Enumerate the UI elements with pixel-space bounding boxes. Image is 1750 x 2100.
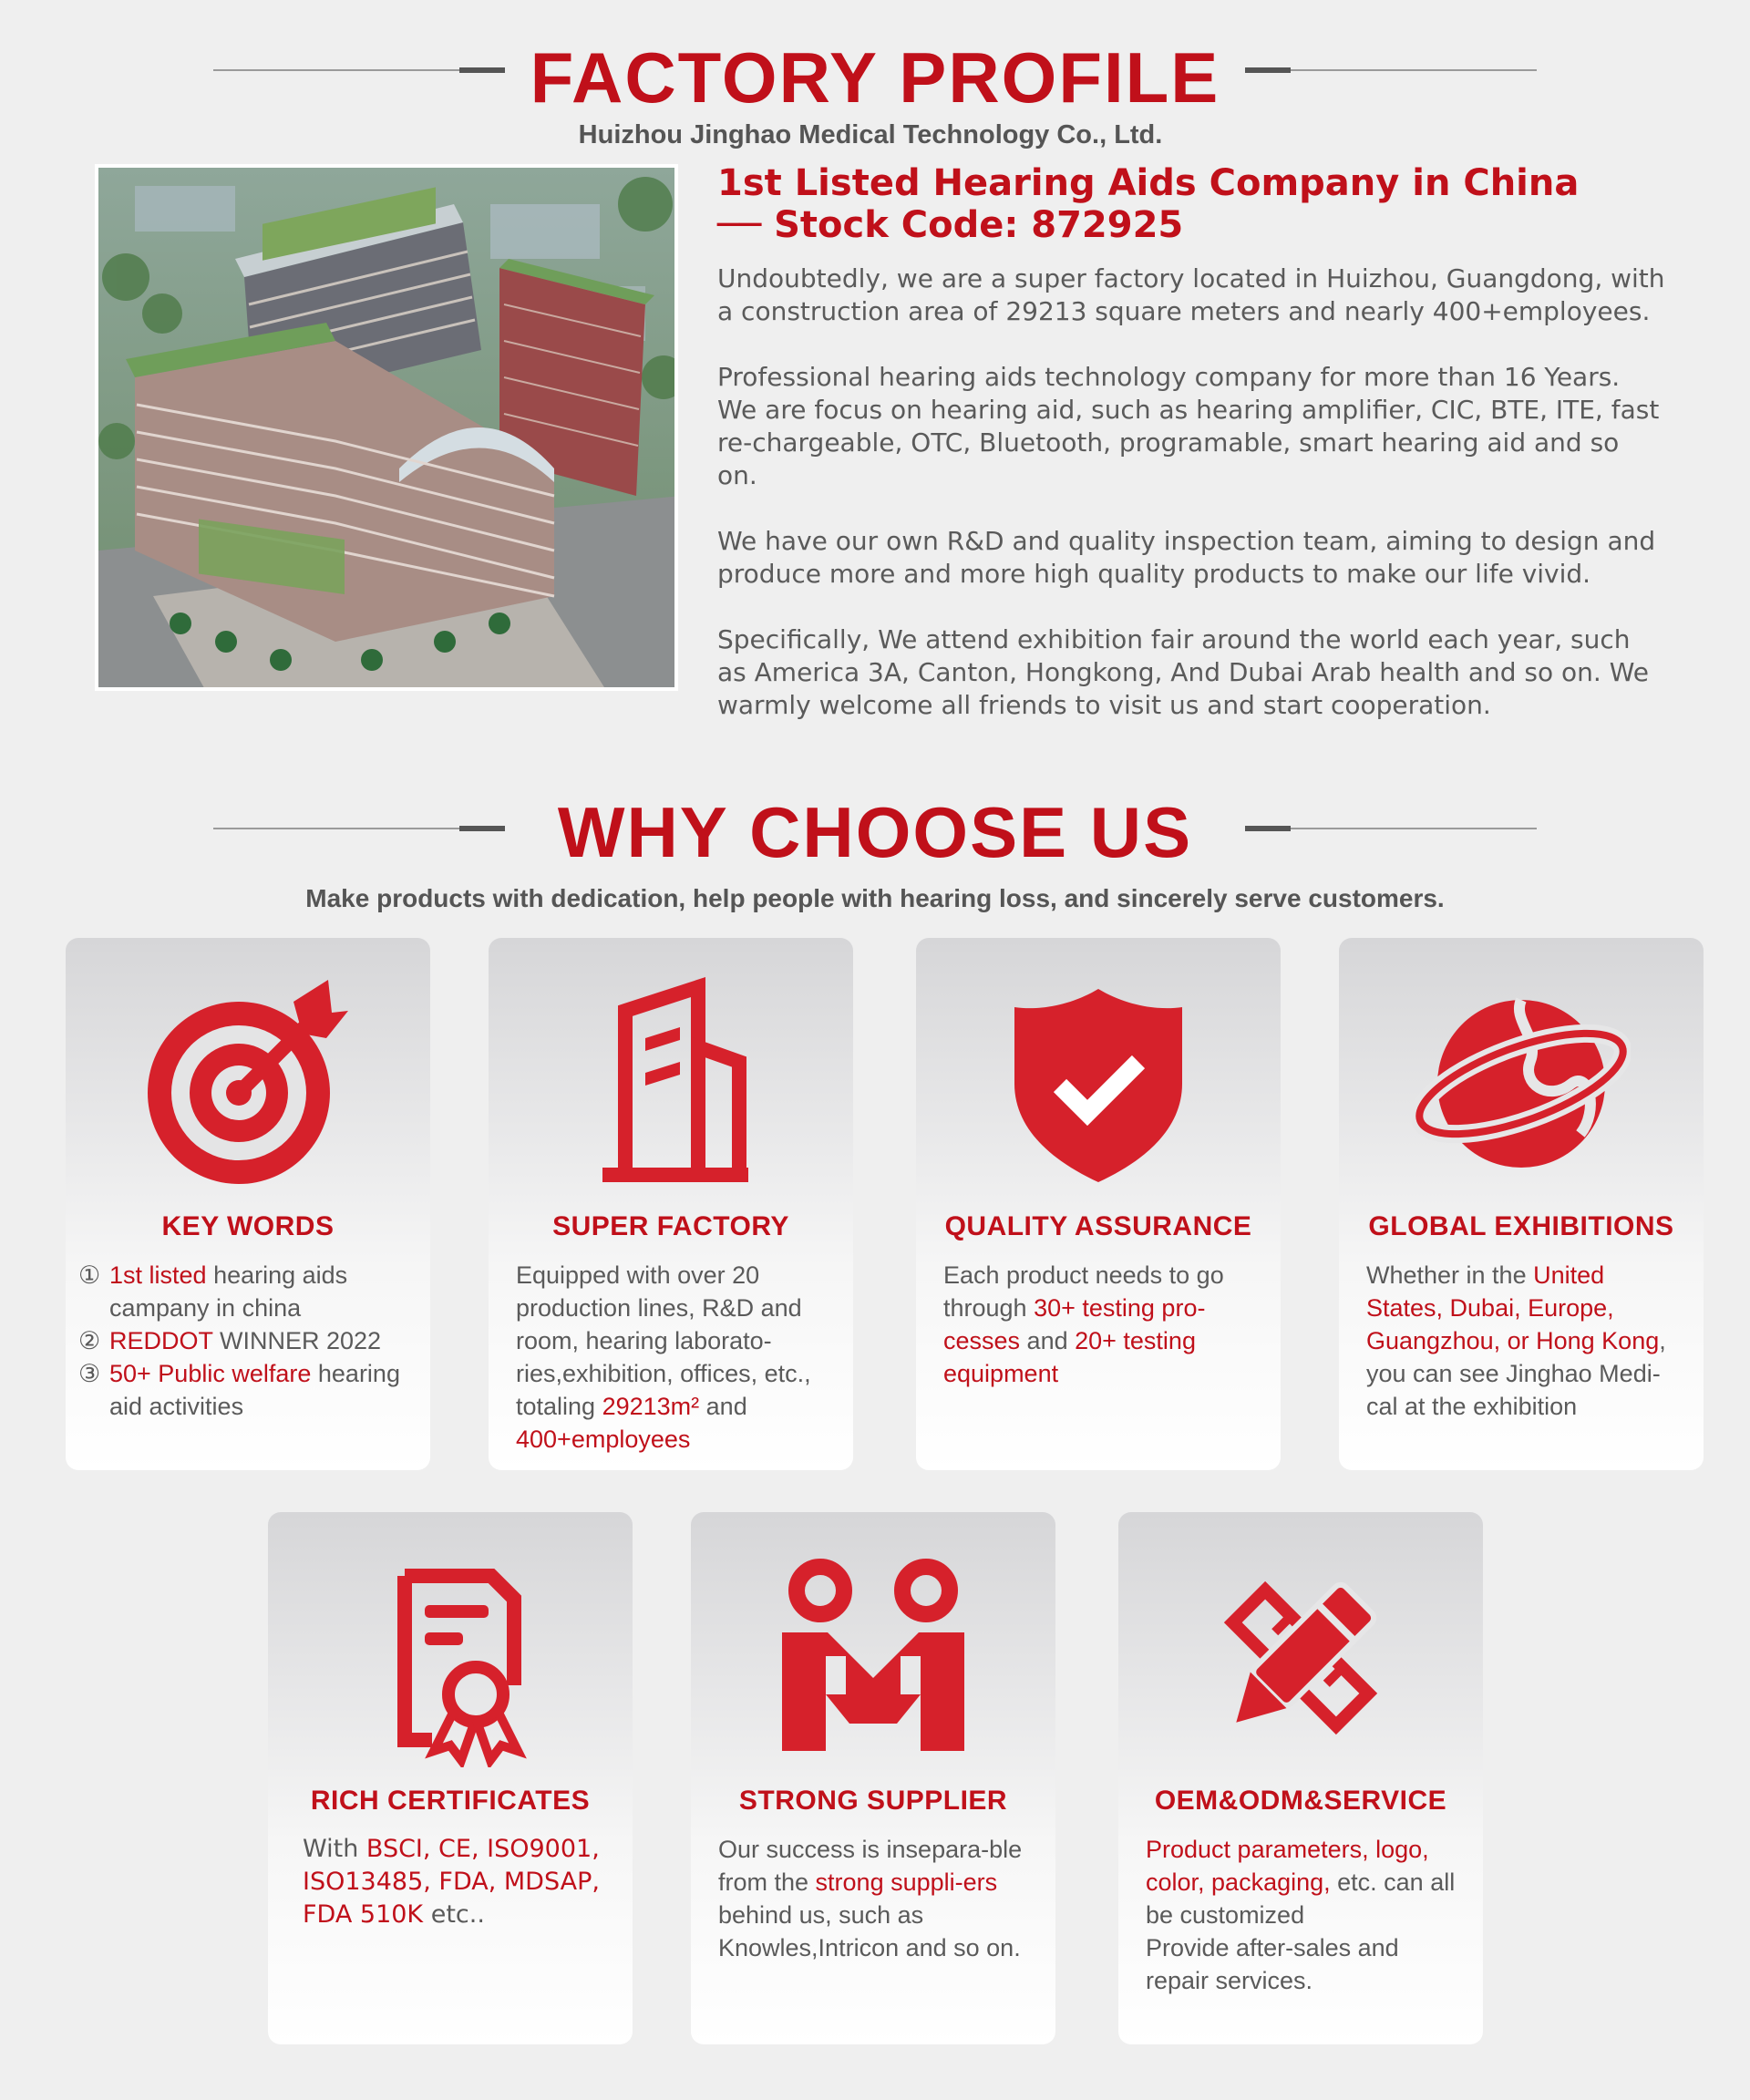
card-body [1146,1833,1463,1997]
highlight-text: 400+employees [516,1426,691,1453]
divider-right [1245,69,1537,71]
globe-icon [1412,974,1631,1193]
target-icon [139,974,357,1193]
body-text: Our success is insepara-ble from the [718,1836,1023,1896]
body-text: and [1020,1327,1076,1354]
item-text: hearing aids campany in china [109,1261,348,1322]
card-body [718,1833,1035,1964]
factory-profile-header [0,36,1750,149]
item-text: WINNER 2022 [212,1327,382,1354]
body-text: , you can see Jinghao Medi-cal at the exhibition [1366,1327,1666,1420]
section-title: FACTORY PROFILE [530,37,1220,118]
highlight-text: 50+ Public welfare [109,1360,312,1387]
headline-listed-company: 1st Listed Hearing Aids Company in China [717,162,1580,204]
highlight-text: 1st listed [109,1261,207,1289]
highlight-text: Product parameters, logo, color, packaging, [1146,1836,1429,1896]
divider-left [213,828,505,829]
factory-profile-text [717,162,1683,722]
profile-paragraph: Specifically, We attend exhibition fair around the world each year, such as America 3A, Canton, Hongkong, And Dubai Arab health and so on. We warmly welcome all friends to visit us and start cooperation. [717,624,1649,720]
highlight-text: BSCI, CE, ISO9001, ISO13485, FDA, MDSAP, FDA 510K [303,1835,600,1929]
card-title: QUALITY ASSURANCE [944,1211,1252,1241]
divider-left [213,69,505,71]
card-body [1366,1259,1683,1423]
card-oem-odm-service [1118,1512,1483,2044]
body-text: With [303,1835,366,1863]
card-key-words [66,938,430,1470]
card-body [516,1259,833,1456]
body-text: etc.. [423,1900,485,1929]
list-item [78,1357,410,1423]
item-text: hearing aid activities [109,1360,400,1420]
card-body [943,1259,1261,1390]
factory-building-image [95,164,678,691]
card-title: KEY WORDS [161,1211,335,1241]
why-choose-us-header [0,792,1750,913]
body-text: behind us, such as Knowles,Intricon and so on. [718,1901,1021,1961]
body-text: Equipped with over 20 production lines, R&D and room, hearing laborato-ries,exhibition, offices, etc., totaling [516,1261,811,1420]
body-text: Provide after-sales and repair services. [1146,1934,1399,1994]
profile-paragraph: Undoubtedly, we are a super factory located in Huizhou, Guangdong, with a construction area of 29213 square meters and nearly 400+employees. [717,263,1665,326]
list-item [78,1259,410,1324]
building-icon [561,974,780,1193]
highlight-text: United States, Dubai, Europe, Guangzhou, or Hong Kong [1366,1261,1660,1354]
supplier-icon [764,1549,983,1767]
shield-check-icon [989,974,1208,1193]
headline-stock-code: ── Stock Code: 872925 [717,204,1184,246]
card-title: SUPER FACTORY [552,1211,789,1241]
highlight-text: strong suppli-ers [815,1868,998,1896]
section-subtitle: Make products with dedication, help people with hearing loss, and sincerely serve customers. [305,884,1445,912]
body-text: etc. can all be customized [1146,1868,1456,1929]
highlight-text: REDDOT [109,1327,213,1354]
item-number: ② [78,1327,101,1354]
card-global-exhibitions [1339,938,1704,1470]
body-text: Each product needs to go through [943,1261,1224,1322]
highlight-text: 20+ testing equipment [943,1327,1196,1387]
card-body [78,1259,410,1423]
highlight-text: 29213m² [602,1393,700,1420]
card-title: GLOBAL EXHIBITIONS [1368,1211,1674,1241]
card-title: OEM&ODM&SERVICE [1154,1786,1447,1816]
card-super-factory [489,938,853,1470]
card-body [303,1833,612,1931]
card-quality-assurance [916,938,1281,1470]
section-title: WHY CHOOSE US [557,792,1193,872]
item-number: ③ [78,1360,101,1387]
profile-paragraph: We have our own R&D and quality inspection team, aiming to design and produce more and more high quality products to make our life vivid. [717,526,1656,589]
divider-right [1245,828,1537,829]
profile-paragraph: Professional hearing aids technology company for more than 16 Years. We are focus on hearing aid, such as hearing amplifier, CIC, BTE, ITE, fast re-chargeable, OTC, Bluetooth, programable, smart hearing aid and so on. [717,362,1660,490]
highlight-text: 30+ testing pro-cesses [943,1294,1206,1354]
card-rich-certificates [268,1512,633,2044]
card-title: RICH CERTIFICATES [310,1786,591,1816]
body-text: and [699,1393,747,1420]
item-number: ① [78,1261,101,1289]
body-text: Whether in the [1366,1261,1534,1289]
list-item [78,1324,410,1357]
card-title: STRONG SUPPLIER [738,1786,1008,1816]
certificate-icon [341,1549,560,1767]
pencil-ruler-icon [1191,1549,1410,1767]
card-strong-supplier [691,1512,1055,2044]
company-name: Huizhou Jinghao Medical Technology Co., Ltd. [578,120,1163,149]
